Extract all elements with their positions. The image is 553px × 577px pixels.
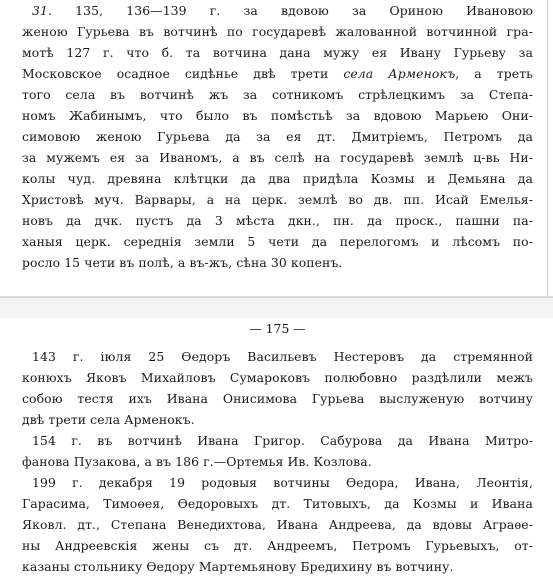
text-line: 154 г. въ вотчинѣ Ивана Григор. Сабурова да Ивана Митро- [32,433,533,448]
text-line: женою Гурьева въ вотчинѣ по государевѣ жалованной вотчинной гра- [22,24,533,39]
text-line: 143 г. іюля 25 Өедоръ Васильевъ Нестеровъ да стремянной [32,349,533,364]
text-line: мотѣ 127 г. что б. та вотчина дана мужу ея Ивану Гурьеву за [22,45,533,60]
entry-31 [22,0,533,273]
entry-number: 31. [32,3,53,18]
text-line: номъ Жабинымъ, что было въ помѣстьѣ за вдовою Марьею Они- [22,108,533,123]
text-line: 31. 135, 136—139 г. за вдовою за Ориною Ивановою [32,3,533,18]
italic-place-name: села Арменокъ [343,66,456,81]
text-line: того села въ вотчинѣ жъ за сотникомъ стрѣлецкимъ за Степа- [22,87,533,102]
text-line: Московское осадное сидѣнье двѣ трети села Арменокъ, а треть [22,66,534,81]
page-number: — 175 — [249,321,306,336]
text-line: Христовѣ муч. Варвары, а на церк. землѣ во дв. пп. Исай Емелья- [22,192,533,207]
text-line: ханыя церк. середнія земли 5 чети да перелогомъ и лѣсомъ по- [22,234,533,249]
page-gap [0,298,553,318]
entry-154 [22,430,533,472]
text-line: двѣ трети села Арменокъ. [22,412,195,427]
text-line: ны Андреевскія жены съ дт. Андреемъ, Петромъ Гурьевыхъ, от- [22,538,533,553]
text-line: Яковл. дт., Степана Венедихтова, Ивана Андреева, да вдовы Аграѳе- [22,517,533,532]
entry-199 [22,472,533,577]
text-line: росло 15 чети въ полѣ, а въ-жъ, сѣна 30 копенъ. [22,255,343,270]
text-line: новъ да дчк. пустъ да 3 мѣста дкн., пн. да проск., пашни па- [22,213,533,228]
text-line: казаны стольнику Өедору Мартемьянову Бредихину въ вотчину. [22,559,454,574]
entry-143 [22,346,533,430]
text-line: колы чуд. древяна клѣтцки да два придѣла Козмы и Демьяна да [22,171,533,186]
text-line: Гарасима, Тимоөея, Өедоровыхъ дт. Титовыхъ, да Козмы и Ивана [22,496,533,511]
text-line: за мужемъ ея за Иваномъ, а въ селѣ на государевѣ землѣ ц-вь Ни- [22,150,533,165]
text-line: 199 г. декабря 19 родовыя вотчины Өедора, Ивана, Леонтія, [32,475,533,490]
text-line: конюхъ Яковъ Михайловъ Сумароковъ полюбовно раздѣлили межъ [22,370,533,385]
page-175-fragment [0,318,553,574]
text-line: собою тестя ихъ Ивана Онисимова Гурьева выслуженую вотчину [22,391,533,406]
text-line: фанова Пузакова, а въ 186 г.—Ортемья Ив. Козлова. [22,454,372,469]
text-line: симовою женою Гурьева да за ея дт. Дмитріемъ, Петромъ да [22,129,533,144]
